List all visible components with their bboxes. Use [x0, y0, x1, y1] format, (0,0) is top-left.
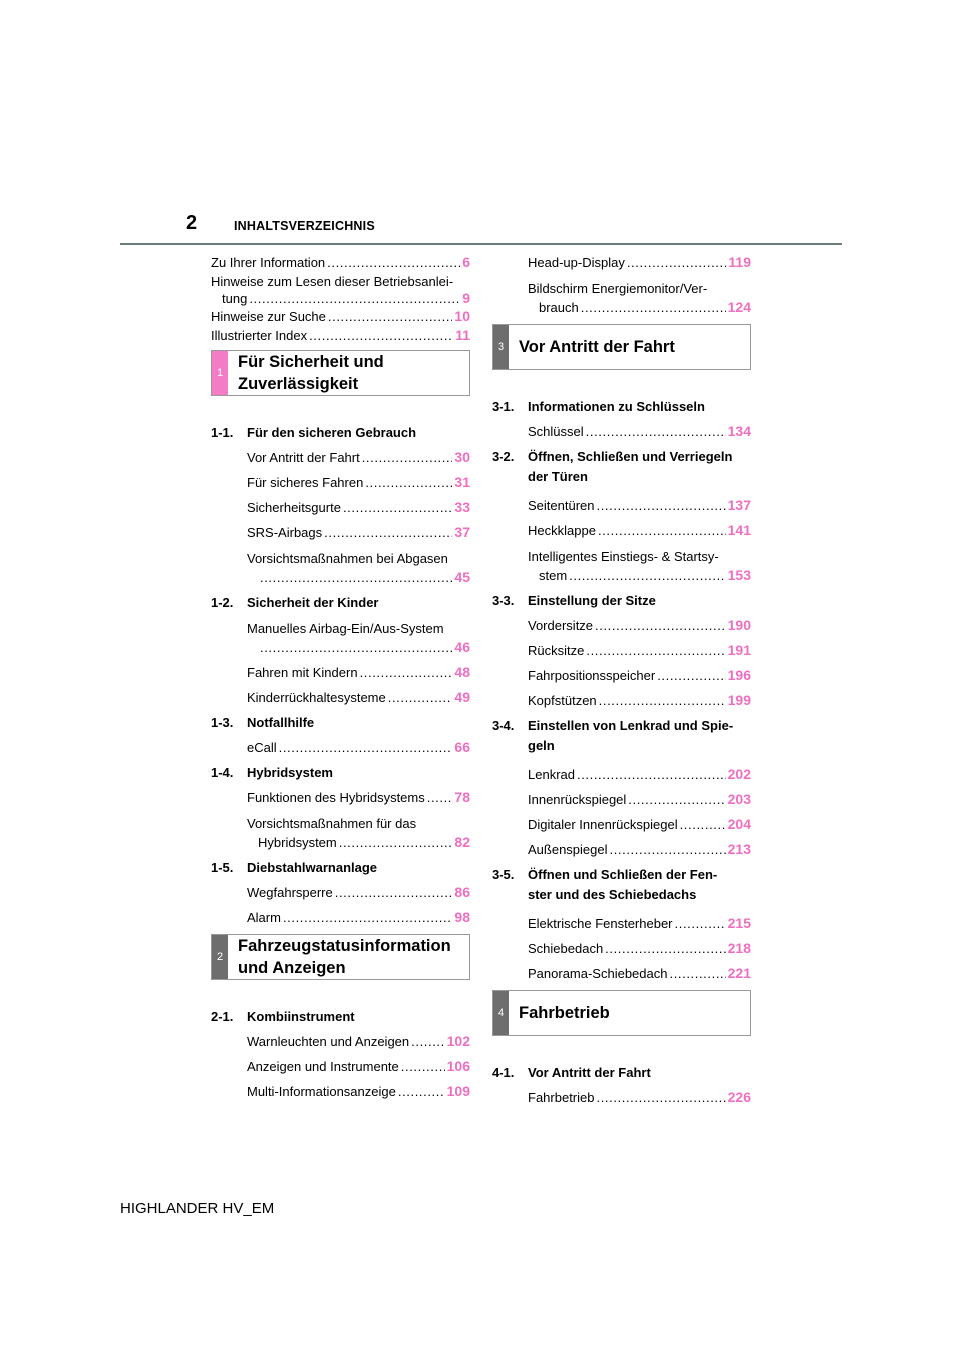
toc-entry[interactable]: Kinderrückhaltesysteme ..... 49	[247, 689, 470, 706]
page-ref[interactable]: 203	[727, 791, 751, 807]
section-heading: 1-5. Diebstahlwarnanlage	[211, 859, 378, 875]
page-ref[interactable]: 102	[446, 1032, 470, 1049]
page-ref[interactable]: 49	[454, 688, 470, 705]
page-ref[interactable]: 11	[455, 326, 470, 343]
page-ref[interactable]: 46	[454, 638, 470, 655]
toc-entry[interactable]: Digitaler Innenrückspiegel ..... 204	[528, 816, 751, 833]
toc-entry[interactable]: Seitentüren ..... 137	[528, 497, 751, 514]
section-heading: 3-2. Öffnen, Schließen und Verriegeln der Türen	[492, 449, 733, 484]
toc-entry[interactable]: Wegfahrsperre ..... 86	[247, 884, 470, 901]
page-ref[interactable]: 221	[727, 965, 751, 981]
toc-entry[interactable]: Warnleuchten und Anzeigen ..... 102	[247, 1033, 470, 1050]
section-heading: 2-1. Kombiinstrument	[211, 1008, 355, 1024]
toc-entry[interactable]: Vor Antritt der Fahrt ..... 30	[247, 449, 470, 466]
toc-entry[interactable]: Multi-Informationsanzeige ..... 109	[247, 1083, 470, 1100]
toc-entry[interactable]: Schlüssel ..... 134	[528, 423, 751, 440]
toc-entry[interactable]: Vorsichtsmaßnahmen für das Hybridsystem ..... 82	[247, 814, 470, 851]
toc-entry[interactable]: Illustrierter Index ..... 11	[211, 327, 470, 344]
page-ref[interactable]: 191	[727, 642, 751, 658]
toc-entry[interactable]: Panorama-Schiebedach ..... 221	[528, 965, 751, 982]
page-ref[interactable]: 215	[727, 915, 751, 931]
section-heading: 3-4. Einstellen von Lenkrad und Spie- geln	[492, 718, 734, 753]
toc-entry[interactable]: Head-up-Display ..... 119	[528, 254, 751, 271]
page-ref[interactable]: 10	[454, 308, 470, 324]
section-heading: 1-1. Für den sicheren Gebrauch	[211, 424, 417, 440]
toc-entry[interactable]: Hinweise zur Suche ..... 10	[211, 308, 470, 325]
toc-entry[interactable]: Vorsichtsmaßnahmen bei Abgasen ..... 45	[247, 549, 470, 586]
section-heading: 1-3. Notfallhilfe	[211, 714, 315, 730]
toc-entry[interactable]: Sicherheitsgurte ..... 33	[247, 499, 470, 516]
page-ref[interactable]: 226	[727, 1089, 751, 1105]
page-number: 2	[186, 212, 198, 234]
page-ref[interactable]: 199	[727, 692, 751, 708]
toc-entry[interactable]: SRS-Airbags ..... 37	[247, 524, 470, 541]
page-ref[interactable]: 141	[727, 522, 751, 538]
toc-entry[interactable]: Kopfstützen ..... 199	[528, 692, 751, 709]
toc-intro	[211, 254, 470, 344]
toc-entry[interactable]: Zu Ihrer Information ..... 6	[211, 254, 470, 271]
header-rule	[120, 243, 842, 245]
page-ref[interactable]: 137	[727, 497, 751, 513]
toc-entry[interactable]: Schiebedach ..... 218	[528, 940, 751, 957]
page-ref[interactable]: 98	[454, 908, 470, 925]
section-heading: 3-1. Informationen zu Schlüsseln	[492, 399, 705, 414]
page-ref[interactable]: 86	[454, 883, 470, 900]
toc-entry[interactable]: Alarm ..... 98	[247, 909, 470, 926]
page-ref[interactable]: 66	[454, 738, 470, 755]
toc-entry[interactable]: Manuelles Airbag-Ein/Aus-System ..... 46	[247, 619, 470, 656]
toc-entry[interactable]: Anzeigen und Instrumente ..... 106	[247, 1058, 470, 1075]
page-ref[interactable]: 190	[727, 617, 751, 633]
chapter-heading-2[interactable]: 2 Fahrzeugstatusinformation und Anzeigen	[211, 934, 470, 980]
page-ref[interactable]: 30	[454, 448, 470, 465]
page-ref[interactable]: 31	[454, 473, 470, 490]
section-heading: 3-5. Öffnen und Schließen der Fen- ster und des Schiebedachs	[492, 867, 718, 902]
chapter-heading-1[interactable]: 1 Für Sicherheit und Zuverlässigkeit	[211, 350, 470, 396]
toc-entry[interactable]: Elektrische Fensterheber ..... 215	[528, 915, 751, 932]
page-ref[interactable]: 204	[727, 816, 751, 832]
page-ref[interactable]: 213	[727, 841, 751, 857]
toc-entry[interactable]: Für sicheres Fahren ..... 31	[247, 474, 470, 491]
page-ref[interactable]: 78	[454, 788, 470, 805]
section-heading: 1-2. Sicherheit der Kinder	[211, 594, 379, 610]
footer-model: HIGHLANDER HV_EM	[120, 1200, 275, 1217]
page-ref[interactable]: 202	[727, 766, 751, 782]
toc-entry[interactable]: Vordersitze ..... 190	[528, 617, 751, 634]
toc-entry[interactable]: Fahrpositionsspeicher ..... 196	[528, 667, 751, 684]
page-ref[interactable]: 196	[727, 667, 751, 683]
toc-entry[interactable]: Fahren mit Kindern ..... 48	[247, 664, 470, 681]
chapter-tab: 4	[493, 991, 509, 1035]
page-ref[interactable]: 218	[727, 940, 751, 956]
toc-entry[interactable]: Innenrückspiegel ..... 203	[528, 791, 751, 808]
chapter-heading-4[interactable]: 4 Fahrbetrieb	[492, 990, 751, 1036]
page-ref[interactable]: 45	[454, 568, 470, 585]
page-ref[interactable]: 37	[454, 523, 470, 540]
page-ref[interactable]: 6	[462, 254, 470, 270]
page-ref[interactable]: 124	[727, 299, 751, 315]
chapter-tab: 2	[212, 935, 228, 979]
toc-entry[interactable]: Bildschirm Energiemonitor/Ver- brauch ..... 124	[528, 279, 751, 316]
toc-entry[interactable]: Lenkrad ..... 202	[528, 766, 751, 783]
toc-entry[interactable]: Heckklappe ..... 141	[528, 522, 751, 539]
section-heading: 4-1. Vor Antritt der Fahrt	[492, 1065, 651, 1080]
toc-entry[interactable]: Funktionen des Hybridsystems ..... 78	[247, 789, 470, 806]
section-heading: 1-4. Hybridsystem	[211, 764, 333, 780]
toc-entry[interactable]: Intelligentes Einstiegs- & Startsy- stem ..... 153	[528, 547, 751, 584]
toc-entry[interactable]: Außenspiegel ..... 213	[528, 841, 751, 858]
chapter-tab: 1	[212, 351, 228, 395]
page-ref[interactable]: 48	[454, 663, 470, 680]
section-heading: 3-3. Einstellung der Sitze	[492, 593, 656, 608]
toc-entry[interactable]: Hinweise zum Lesen dieser Betriebsanlei- tung ..... 9	[211, 273, 470, 307]
toc-right-column	[492, 254, 751, 1114]
chapter-heading-3[interactable]: 3 Vor Antritt der Fahrt	[492, 324, 751, 370]
toc-entry[interactable]: Rücksitze ..... 191	[528, 642, 751, 659]
page-ref[interactable]: 134	[727, 423, 751, 439]
page-ref[interactable]: 109	[446, 1082, 470, 1099]
page-ref[interactable]: 106	[446, 1057, 470, 1074]
page-ref[interactable]: 153	[727, 567, 751, 583]
toc-entry[interactable]: Fahrbetrieb ..... 226	[528, 1089, 751, 1106]
toc-entry[interactable]: eCall ..... 66	[247, 739, 470, 756]
page-ref[interactable]: 82	[454, 833, 470, 850]
page-ref[interactable]: 33	[454, 498, 470, 515]
page-title: INHALTSVERZEICHNIS	[234, 219, 375, 233]
toc-left-column	[211, 254, 470, 1108]
page-ref[interactable]: 9	[462, 289, 470, 306]
chapter-tab: 3	[493, 325, 509, 369]
page-ref[interactable]: 119	[728, 254, 751, 270]
